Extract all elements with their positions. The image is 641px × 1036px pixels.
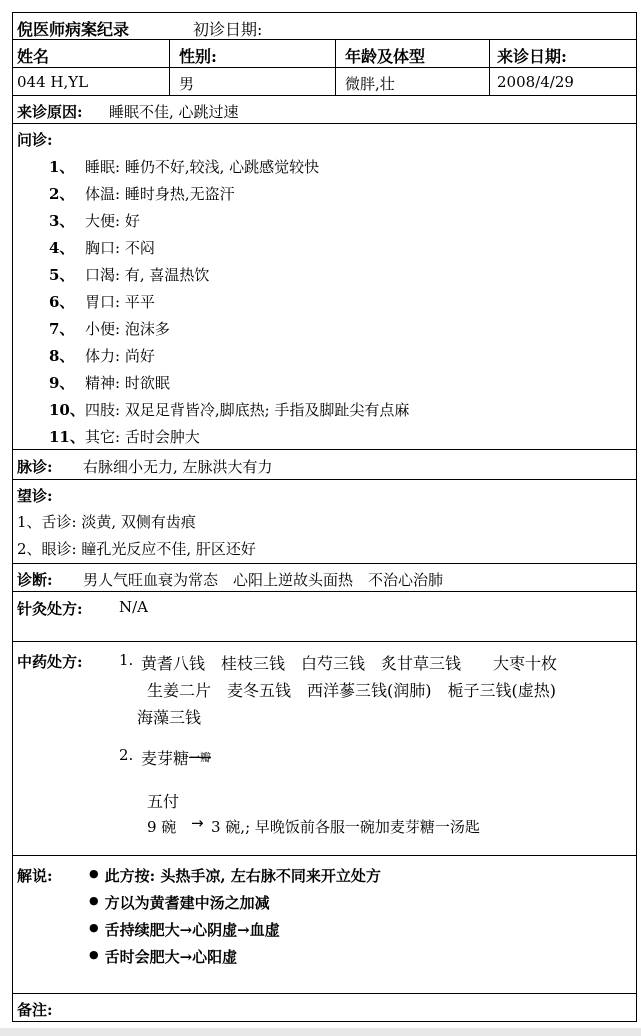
explanation-bullet: ● 此方按: 头热手凉, 左右脉不同来开立处方 [89,867,381,885]
info-values-row [13,67,636,95]
inquiry-item: 8、 体力: 尚好 [49,347,155,365]
remarks-label: 备注: [17,1001,53,1019]
pulse-text: 右脉细小无力, 左脉洪大有力 [83,458,273,476]
bullet-icon: ● [89,894,99,907]
patient-name-value: 044 H,YL [17,73,89,91]
acupuncture-label: 针灸处方: [17,600,83,618]
remarks-row [13,993,636,1021]
horizontal-scrollbar[interactable] [0,1028,641,1036]
arrow-icon: → [191,814,204,832]
visit-date-header: 来诊日期: [497,47,567,66]
diagnosis-label: 诊断: [17,571,53,589]
info-header-row [13,39,636,67]
inquiry-item: 9、 精神: 时欲眠 [49,374,170,392]
inquiry-item: 11、其它: 舌时会肿大 [49,428,200,446]
case-record-sheet [12,12,637,1022]
reason-row [13,95,636,123]
herbal-label: 中药处方: [17,653,83,671]
inquiry-item: 4、 胸口: 不闷 [49,239,155,257]
reason-text: 睡眠不佳, 心跳过速 [109,103,239,121]
prescription-1-number: 1. [119,651,134,669]
doses-text: 五付 [147,792,180,811]
explanation-bullet: ● 舌持续肥大→心阴虚→血虚 [89,921,280,939]
prescription-2-number: 2. [119,746,134,764]
inquiry-item: 7、 小便: 泡沫多 [49,320,170,338]
instructions-a: 9 碗 [147,818,177,836]
inquiry-item: 1、 睡眠: 睡仍不好,较浅, 心跳感觉较快 [49,158,320,176]
gender-value: 男 [179,75,195,93]
name-header: 姓名 [17,47,50,66]
instructions-b: 3 碗,; 早晚饭前各服一碗加麦芽糖一汤匙 [211,818,480,836]
explanation-label: 解说: [17,867,53,885]
acupuncture-row [13,591,636,641]
prescription-1-line-1: 黄耆八钱 桂枝三钱 白芍三钱 炙甘草三钱 大枣十枚 [141,654,558,673]
bullet-icon: ● [89,948,99,961]
tongue-diagnosis-line: 1、舌诊: 淡黄, 双侧有齿痕 [17,513,196,531]
bullet-icon: ● [89,867,99,880]
pulse-label: 脉诊: [17,458,53,476]
prescription-2-mark: 一瓣 [189,751,211,764]
age-build-value: 微胖,壮 [345,75,395,93]
inquiry-item: 2、 体温: 睡时身热,无盗汗 [49,185,235,203]
eye-diagnosis-line: 2、眼诊: 瞳孔光反应不佳, 肝区还好 [17,540,256,558]
explanation-bullet: ● 舌时会肥大→心阳虚 [89,948,238,966]
prescription-2-text: 麦芽糖 [141,749,190,768]
diagnosis-text: 男人气旺血衰为常态 心阳上逆故头面热 不治心治肺 [83,571,444,589]
gender-header: 性别: [179,47,217,66]
bullet-icon: ● [89,921,99,934]
visit-date-value: 2008/4/29 [497,73,574,91]
prescription-1-line-2: 生姜二片 麦冬五钱 西洋蔘三钱(润肺) 栀子三钱(虚热) [147,681,556,700]
first-visit-date-label: 初诊日期: [193,20,263,39]
diagnosis-row [13,563,636,591]
inquiry-section [13,123,636,449]
observation-section [13,479,636,563]
prescription-1-line-3: 海藻三钱 [137,708,202,727]
observation-label: 望诊: [17,487,53,505]
herbal-section [13,641,636,855]
age-build-header: 年龄及体型 [345,47,426,66]
inquiry-item: 10、四肢: 双足足背皆冷,脚底热; 手指及脚趾尖有点麻 [49,401,410,419]
pulse-row [13,449,636,479]
record-title: 倪医师病案纪录 [17,20,130,39]
explanation-section [13,855,636,993]
explanation-bullet: ● 方以为黄耆建中汤之加减 [89,894,270,912]
acupuncture-text: N/A [119,598,149,616]
reason-label: 来诊原因: [17,103,83,121]
inquiry-item: 6、 胃口: 平平 [49,293,155,311]
inquiry-label: 问诊: [17,131,53,149]
inquiry-item: 5、 口渴: 有, 喜温热饮 [49,266,210,284]
inquiry-item: 3、 大便: 好 [49,212,140,230]
